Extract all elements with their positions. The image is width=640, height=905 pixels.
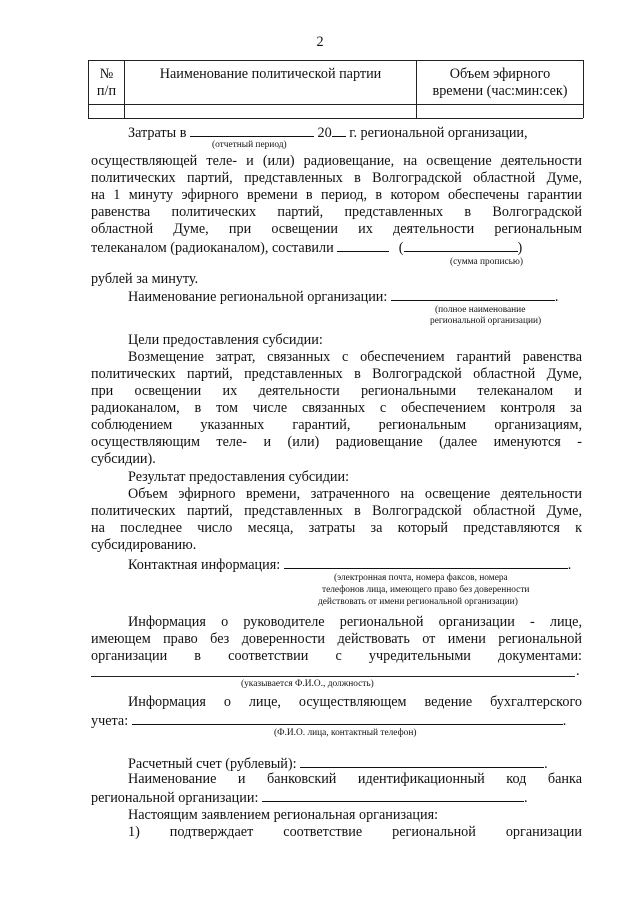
result-line: политических партий, представленных в Волгоградской областной Думе, [91,503,582,519]
goals-line: политических партий, представленных в Волгоградской областной Думе, [91,366,582,382]
accountant-field[interactable] [132,711,563,725]
confirm-intro: Настоящим заявлением региональная организация: [128,807,439,823]
account-field[interactable] [300,754,544,768]
year-field[interactable] [332,123,346,137]
result-line: на последнее число месяца, затраты за который представляются к [91,520,582,536]
result-line: Объем эфирного времени, затраченного на освещение деятельности [128,486,582,502]
costs-line: осуществляющей теле- и (или) радиовещание, на освещение деятельности [91,153,582,169]
head-info-note: (указывается Ф.И.О., должность) [241,679,374,689]
costs-lead: Затраты в [128,125,187,141]
contact-field[interactable] [284,555,568,569]
rubles-per-minute: рублей за минуту. [91,271,199,287]
account-row: Расчетный счет (рублевый): . [128,756,548,772]
table-header-party: Наименование политической партии [159,66,382,82]
costs-line: областной Думе, при освещении их деятельности региональным [91,221,582,237]
head-info-field[interactable] [91,676,575,677]
goals-line: Возмещение затрат, связанных с обеспечением гарантий равенства [128,349,582,365]
contact-row: Контактная информация: . [128,557,572,573]
confirm-item-1: 1) подтверждает соответствие региональной организации [128,824,582,840]
goals-line: радиоканалом, в том числе связанных с обеспечением контроля за [91,400,582,416]
contact-note-2: телефонов лица, имеющего право без доверенности [322,585,530,595]
contact-label: Контактная информация: [128,557,281,573]
sum-words-field[interactable] [404,238,518,252]
org-name-field[interactable] [391,287,555,301]
bank-label: региональной организации: [91,790,259,806]
period-field[interactable] [190,123,314,137]
head-info-line: организации в соответствии с учредительными документами: [91,648,582,664]
table-header-volume: Объем эфирного времени (час:мин:сек) [432,66,568,99]
page-number: 2 [316,34,324,50]
head-info-line: Информация о руководителе региональной организации - лице, [128,614,582,630]
costs-line: политических партий, представленных в Волгоградской областной Думе, [91,170,582,186]
contact-note-1: (электронная почта, номера факсов, номера [334,573,508,583]
costs-line: равенства политических партий, представленных в Волгоградской [91,204,582,220]
costs-first-line [128,123,528,142]
costs-last-text: телеканалом (радиоканалом), составили [91,240,334,256]
bank-line: Наименование и банковский идентификационный код банка [128,771,582,787]
costs-line: на 1 минуту эфирного времени в период, в котором обеспечены гарантии [91,187,582,203]
result-heading: Результат предоставления субсидии: [128,469,350,485]
goals-last-line: субсидии). [91,451,156,467]
goals-line: осуществляющим теле- и (или) радиовещание (далее именуются - [91,434,582,450]
accountant-row: учета: . [91,713,567,729]
goals-line: при освещении их деятельности региональными телеканалом и [91,383,582,399]
sum-digits-field[interactable] [337,238,389,252]
accountant-line: Информация о лице, осуществляющем ведение бухгалтерского [128,694,582,710]
period-note: (отчетный период) [212,140,287,150]
contact-note-3: действовать от имени региональной организации) [318,597,518,607]
costs-last-line: телеканалом (радиоканалом), составили ( ) [91,240,523,256]
head-info-line: имеющем право без доверенности действовать от имени региональной [91,631,582,647]
goals-heading: Цели предоставления субсидии: [128,332,323,348]
costs-tail: г. региональной организации, [349,125,528,141]
bank-row: региональной организации: . [91,790,528,806]
accountant-note: (Ф.И.О. лица, контактный телефон) [274,728,417,738]
org-name-note-1: (полное наименование [435,305,526,315]
sum-note: (сумма прописью) [450,257,524,267]
year-prefix: 20 [317,125,332,141]
org-name-note-2: региональной организации) [430,316,542,326]
goals-line: соблюдением указанных гарантий, региональным организациям, [91,417,582,433]
accountant-label: учета: [91,713,129,729]
result-last-line: субсидированию. [91,537,197,553]
org-name-row: Наименование региональной организации: . [128,289,559,305]
table-header-number: № п/п [96,66,117,99]
org-name-label: Наименование региональной организации: [128,289,388,305]
account-label: Расчетный счет (рублевый): [128,756,297,772]
bank-field[interactable] [262,788,524,802]
